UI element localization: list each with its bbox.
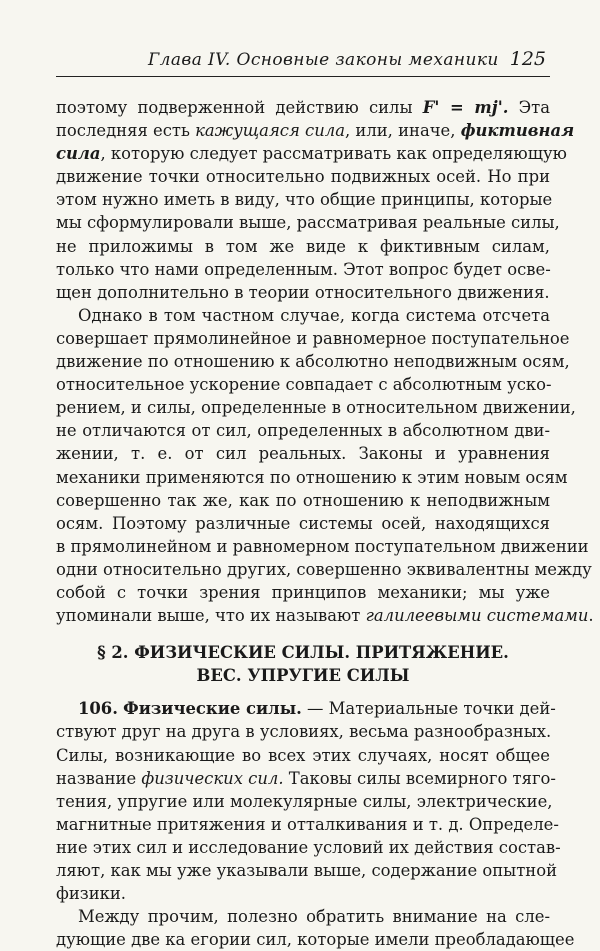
chapter-title: Глава IV. Основные законы механики — [148, 50, 499, 70]
text-line — [56, 697, 556, 720]
text-line: ствуют друг на друга в условиях, весьма разнообразных. — [56, 722, 552, 742]
text-line: жении, т. е. от сил реальных. Законы и уравнения — [56, 444, 550, 464]
paragraph — [56, 905, 575, 951]
text-line: ние этих сил и исследование условий их действия состав- — [56, 837, 561, 857]
text-line: в прямолинейном и равномерном поступательном движении — [56, 536, 589, 556]
section-heading-line: § 2. ФИЗИЧЕСКИЕ СИЛЫ. ПРИТЯЖЕНИЕ. — [97, 643, 509, 663]
italic-term: физических сил. — [141, 768, 284, 788]
text-line: тения, упругие или молекулярные силы, электрические, — [56, 791, 553, 811]
article-number: 106. — [78, 699, 118, 719]
body-text — [56, 96, 594, 951]
paragraph — [56, 697, 561, 905]
spacer — [56, 627, 550, 641]
text-line: осям. Поэтому различные системы осей, находящихся — [56, 513, 550, 533]
text-line: движение по отношению к абсолютно неподвижным осям, — [56, 352, 570, 372]
text-line — [56, 604, 594, 627]
text-line: рением, и силы, определенные в относительном движении, — [56, 398, 576, 418]
text-span: последняя есть — [56, 121, 196, 141]
section-heading — [56, 641, 550, 687]
text-span: , или, иначе, — [345, 121, 461, 141]
text-line — [56, 142, 567, 165]
text-line: физики. — [56, 884, 126, 904]
text-line: механики применяются по отношению к этим новым осям — [56, 467, 568, 487]
paragraph — [56, 304, 594, 627]
text-span: название — [56, 768, 142, 788]
italic-term: сила — [56, 144, 101, 164]
text-line: Силы, возникающие во всех этих случаях, носят общее — [56, 745, 550, 765]
page-number: 125 — [509, 48, 546, 70]
article-title: Физические силы. — [123, 699, 302, 719]
text-span: поэтому подверженной действию силы — [56, 98, 423, 117]
text-line: Однако в том частном случае, когда система отсчета — [78, 305, 550, 325]
text-span: — Материальные точки дей- — [301, 699, 556, 719]
italic-term: кажущаяся сила — [195, 121, 345, 141]
text-span: Таковы силы всемирного тяго- — [283, 768, 556, 788]
spacer — [56, 687, 550, 697]
text-line: совершенно так же, как по отношению к неподвижным — [56, 490, 550, 510]
text-line: Между прочим, полезно обратить внимание на сле- — [78, 907, 550, 927]
text-line: ляют, как мы уже указывали выше, содержание опытной — [56, 861, 558, 880]
text-span: , которую следует рассматривать как определяющую — [100, 144, 567, 164]
text-line: мы сформулировали выше, рассматривая реальные силы, — [56, 213, 560, 233]
italic-term: галилеевыми системами — [365, 606, 589, 626]
text-line: не приложимы в том же виде к фиктивным силам, — [56, 236, 550, 256]
text-span: упоминали выше, что их называют — [56, 606, 366, 626]
text-line: совершает прямолинейное и равномерное поступательное — [56, 328, 570, 348]
text-line: не отличаются от сил, определенных в абсолютном дви- — [56, 421, 550, 441]
text-line: дующие две ка егории сил, которые имели преобладающее — [56, 930, 575, 950]
text-line — [56, 767, 556, 790]
italic-term: фиктивная — [460, 121, 575, 141]
text-line — [56, 96, 550, 119]
text-line: этом нужно иметь в виду, что общие принципы, которые — [56, 190, 553, 210]
text-line — [56, 119, 575, 142]
text-line: собой с точки зрения принципов механики; мы уже — [56, 582, 550, 602]
text-line: щен дополнительно в теории относительного движения. — [56, 282, 550, 302]
text-line: только что нами определенным. Этот вопрос будет осве- — [56, 259, 551, 279]
text-line: магнитные притяжения и отталкивания и т. д. Определе- — [56, 814, 559, 834]
formula: F' = mj'. — [422, 98, 509, 117]
text-line: одни относительно других, совершенно эквивалентны между — [56, 559, 592, 579]
text-span: Эта — [508, 98, 550, 117]
text-line: относительное ускорение совпадает с абсолютным уско- — [56, 375, 552, 395]
text-span: . — [588, 606, 594, 626]
paragraph — [56, 96, 575, 304]
text-line: движение точки относительно подвижных осей. Но при — [56, 167, 550, 187]
running-header — [56, 48, 550, 77]
section-heading-line: ВЕС. УПРУГИЕ СИЛЫ — [196, 666, 410, 686]
